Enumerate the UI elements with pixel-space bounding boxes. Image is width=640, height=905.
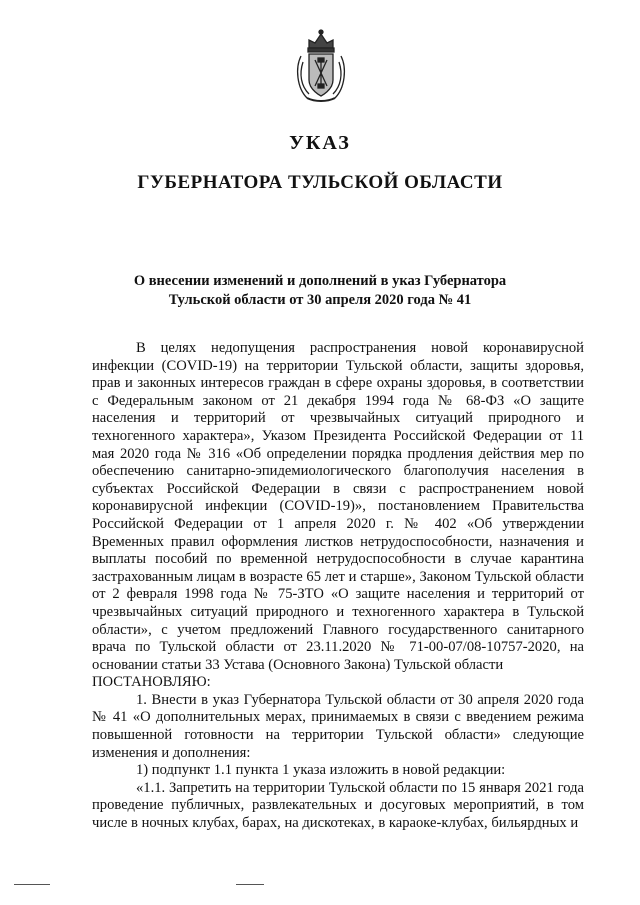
preamble-paragraph: В целях недопущения распространения новой коронавирусной инфекции (COVID-19) на территории Тульской области, защиты здоровья, прав и законных интересов граждан в сфере охраны здоровья, в соответствии с Федеральным законом от 21 декабря 1994 года № 68-ФЗ «О защите населения и территорий от чрезвычайных ситуаций природного и техногенного характера», Указом Президента Российской Федерации от 11 мая 2020 года № 316 «Об определении порядка продления действия мер по обеспечению санитарно-эпидемиологического благополучия населения в субъектах Российской Федерации в связи с распространением новой коронавирусной инфекции (COVID-19)», постановлением Правительства Российской Федерации от 1 апреля 2020 г. № 402 «Об утверждении Временных правил оформления листков нетрудоспособности, назначения и выплаты пособий по временной нетрудоспособности в случае карантина застрахованным лицам в возрасте 65 лет и старше», Законом Тульской области от 2 февраля 1998 года № 75-ЗТО «О защите населения и территорий от чрезвычайных ситуаций природного и техногенного характера в Тульской области», с учетом предложений Главного государственного санитарного врача по Тульской области от 23.11.2020 № 71-00-07/08-10757-2020, на основании статьи 33 Устава (Основного Закона) Тульской области xyxy=(92,340,584,673)
document-issuer: ГУБЕРНАТОРА ТУЛЬСКОЙ ОБЛАСТИ xyxy=(137,172,503,193)
document-body xyxy=(92,340,584,833)
subitem-1-paragraph: 1) подпункт 1.1 пункта 1 указа изложить в новой редакции: xyxy=(136,762,506,779)
scan-mark xyxy=(14,884,50,885)
item-1-paragraph: 1. Внести в указ Губернатора Тульской области от 30 апреля 2020 года № 41 «О дополнительных мерах, принимаемых в связи с введением режима повышенной готовности на территории Тульской области» следующие изменения и дополнения: xyxy=(92,691,584,761)
document-subject xyxy=(0,272,640,310)
subject-line-1: О внесении изменений и дополнений в указ Губернатора xyxy=(133,273,507,289)
tula-coat-of-arms-icon xyxy=(293,28,349,104)
document-title: УКАЗ xyxy=(289,132,351,154)
decree-word: ПОСТАНОВЛЯЮ: xyxy=(92,674,211,691)
scan-mark xyxy=(236,884,264,885)
quoted-text-paragraph: «1.1. Запретить на территории Тульской области по 15 января 2021 года проведение публичных, развлекательных и досуговых мероприятий, в том числе в ночных клубах, барах, на дискотеках, в караоке-клубах, бильярдных и xyxy=(92,779,584,832)
subject-line-2: Тульской области от 30 апреля 2020 года № 41 xyxy=(168,292,472,308)
